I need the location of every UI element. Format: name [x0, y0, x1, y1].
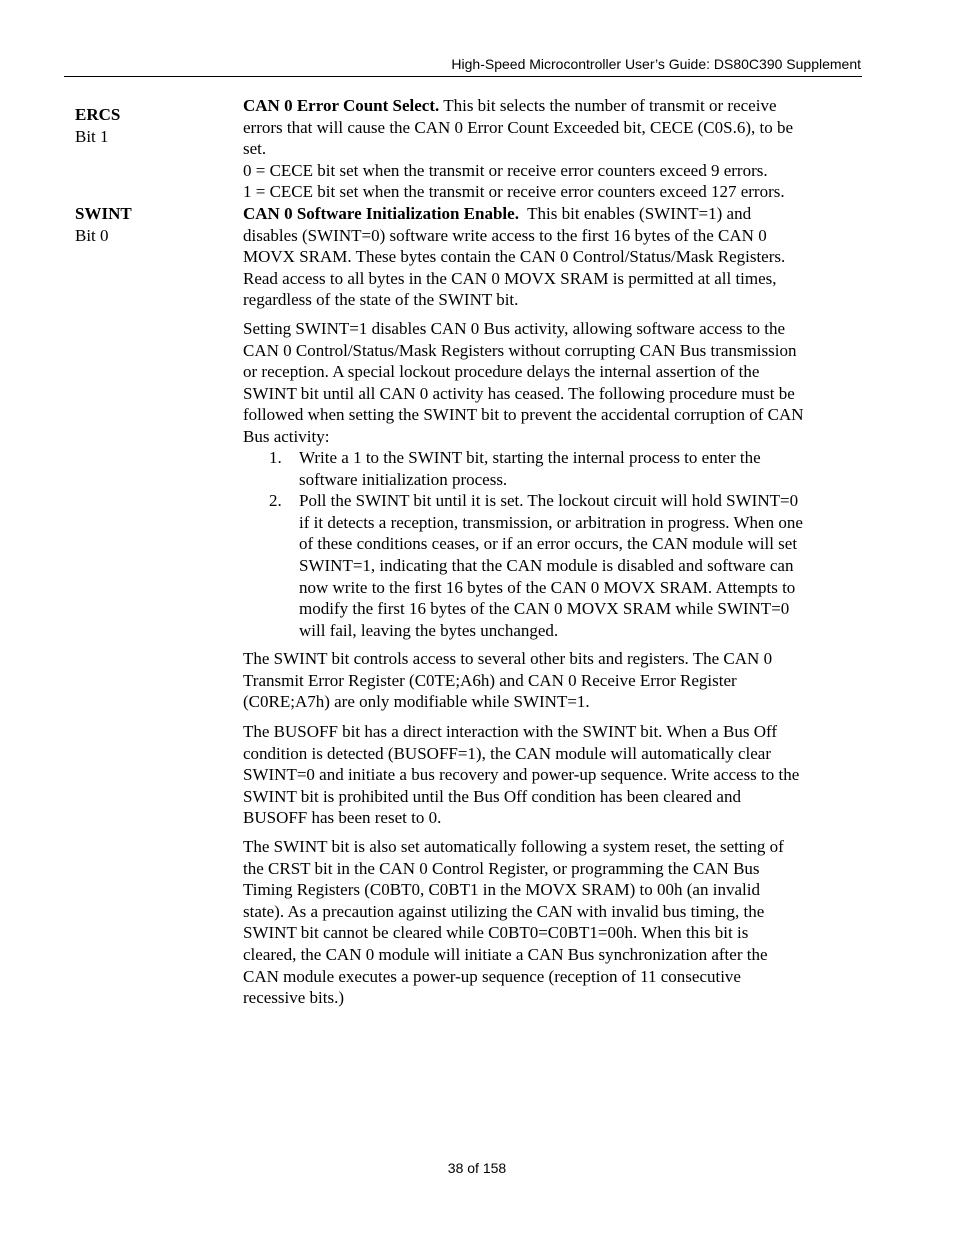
ercs-line: errors that will cause the CAN 0 Error Count Exceeded bit, CECE (C0S.6), to be: [243, 117, 794, 137]
running-header: High-Speed Microcontroller User’s Guide: DS80C390 Supplement: [451, 56, 861, 72]
ercs-bit: Bit 1: [75, 126, 109, 146]
swint-line: Read access to all bytes in the CAN 0 MOVX SRAM is permitted at all times,: [243, 268, 777, 288]
procedure-step: [269, 447, 869, 490]
ercs-label: [75, 104, 120, 147]
header-rule: [64, 76, 862, 77]
swint-line: SWINT bit is prohibited until the Bus Off condition has been cleared and: [243, 786, 741, 806]
step-number: 2.: [269, 491, 282, 511]
swint-line: disables (SWINT=0) software write access to the first 16 bytes of the CAN 0: [243, 225, 767, 245]
swint-line: CAN module executes a power-up sequence (reception of 11 consecutive: [243, 966, 741, 986]
swint-line: condition is detected (BUSOFF=1), the CAN module will automatically clear: [243, 743, 771, 763]
ercs-option-0: 0 = CECE bit set when the transmit or receive error counters exceed 9 errors.: [243, 160, 768, 180]
swint-line: SWINT=0 and initiate a bus recovery and power-up sequence. Write access to the: [243, 765, 800, 785]
swint-paragraph-1: [243, 203, 863, 311]
swint-paragraph-2: [243, 318, 863, 448]
swint-heading: CAN 0 Software Initialization Enable.: [243, 204, 519, 223]
swint-line: SWINT bit cannot be cleared while C0BT0=C0BT1=00h. When this bit is: [243, 923, 749, 943]
step-line: modify the first 16 bytes of the CAN 0 MOVX SRAM while SWINT=0: [299, 599, 790, 619]
swint-line: regardless of the state of the SWINT bit.: [243, 290, 519, 310]
step-line: Poll the SWINT bit until it is set. The lockout circuit will hold SWINT=0: [299, 491, 799, 511]
swint-line: Timing Registers (C0BT0, C0BT1 in the MOVX SRAM) to 00h (an invalid: [243, 880, 760, 900]
step-line: Write a 1 to the SWINT bit, starting the internal process to enter the: [299, 448, 761, 467]
swint-line: CAN 0 Control/Status/Mask Registers without corrupting CAN Bus transmission: [243, 340, 797, 360]
ercs-option-1: 1 = CECE bit set when the transmit or receive error counters exceed 127 errors.: [243, 182, 785, 202]
swint-line: The SWINT bit is also set automatically following a system reset, the setting of: [243, 837, 784, 856]
swint-line: The SWINT bit controls access to several other bits and registers. The CAN 0: [243, 649, 773, 668]
step-number: 1.: [269, 448, 282, 467]
step-line: of these conditions ceases, or if an error occurs, the CAN module will set: [299, 534, 798, 554]
step-line: now write to the first 16 bytes of the CAN 0 MOVX SRAM. Attempts to: [299, 577, 796, 597]
swint-line: SWINT bit until all CAN 0 activity has ceased. The following procedure must be: [243, 383, 795, 403]
swint-line: Setting SWINT=1 disables CAN 0 Bus activity, allowing software access to the: [243, 319, 785, 338]
swint-line: MOVX SRAM. These bytes contain the CAN 0 Control/Status/Mask Registers.: [243, 247, 786, 267]
swint-line: the CRST bit in the CAN 0 Control Register, or programming the CAN Bus: [243, 858, 760, 878]
swint-line: BUSOFF has been reset to 0.: [243, 808, 442, 828]
swint-paragraph-3: [243, 648, 863, 713]
swint-label: [75, 203, 132, 246]
swint-paragraph-4: [243, 721, 863, 829]
swint-paragraph-5: [243, 836, 863, 1009]
swint-line: The BUSOFF bit has a direct interaction with the SWINT bit. When a Bus Off: [243, 722, 778, 741]
swint-line: recessive bits.): [243, 988, 345, 1008]
swint-line: This bit enables (SWINT=1) and: [518, 204, 752, 223]
swint-line: Transmit Error Register (C0TE;A6h) and CAN 0 Receive Error Register: [243, 670, 737, 690]
ercs-name: ERCS: [75, 105, 121, 124]
swint-line: followed when setting the SWINT bit to prevent the accidental corruption of CAN: [243, 405, 804, 425]
procedure-step: [269, 490, 869, 641]
swint-line: Bus activity:: [243, 426, 330, 446]
swint-line: or reception. A special lockout procedure delays the internal assertion of the: [243, 362, 760, 382]
swint-line: state). As a precaution against utilizing the CAN with invalid bus timing, the: [243, 901, 765, 921]
ercs-description: [243, 95, 863, 203]
procedure-list: [269, 447, 869, 641]
ercs-line: set.: [243, 139, 267, 159]
swint-line: (C0RE;A7h) are only modifiable while SWINT=1.: [243, 692, 590, 712]
step-line: SWINT=1, indicating that the CAN module is disabled and software can: [299, 555, 794, 575]
ercs-line: This bit selects the number of transmit or receive: [439, 96, 777, 115]
swint-name: SWINT: [75, 204, 132, 223]
swint-line: cleared, the CAN 0 module will initiate a CAN Bus synchronization after the: [243, 944, 768, 964]
step-line: software initialization process.: [299, 469, 508, 489]
swint-bit: Bit 0: [75, 225, 109, 245]
ercs-heading: CAN 0 Error Count Select.: [243, 96, 440, 115]
page-number: 38 of 158: [447, 1160, 507, 1176]
step-line: if it detects a reception, transmission, or arbitration in progress. When one: [299, 512, 803, 532]
step-line: will fail, leaving the bytes unchanged.: [299, 620, 559, 640]
